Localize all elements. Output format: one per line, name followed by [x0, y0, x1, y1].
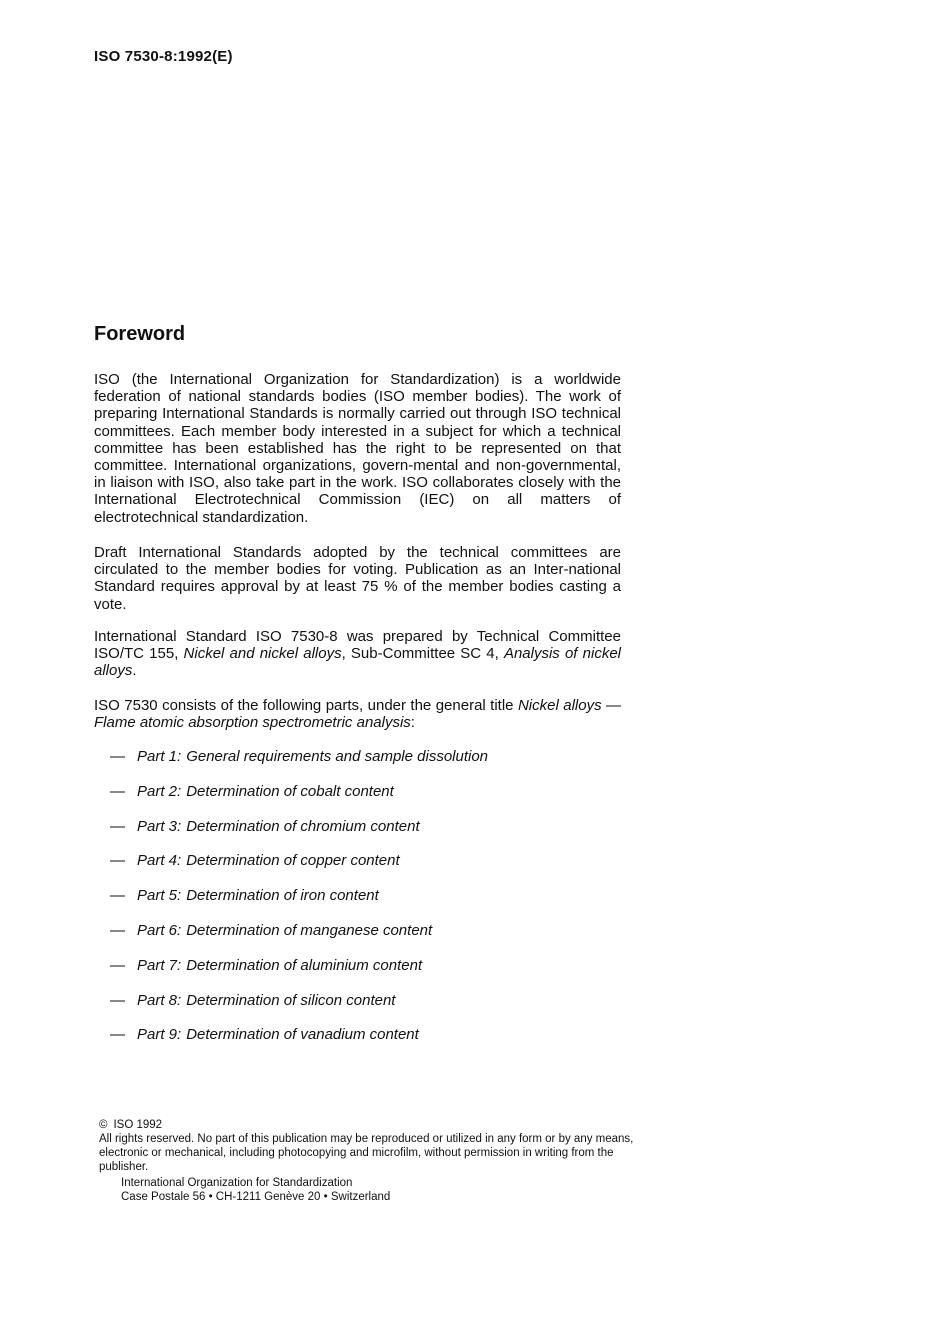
- part-number: Part 6:: [137, 921, 182, 939]
- foreword-heading: Foreword: [94, 323, 186, 345]
- copyright-notice: All rights reserved. No part of this publication may be reproduced or utilized in any form or by any means, electronic or mechanical, including photocopying and microfilm, without permission in writing from the publisher.: [99, 1133, 634, 1173]
- part-list-item: [110, 748, 488, 783]
- document-id: ISO 7530-8:1992(E): [94, 48, 233, 65]
- part-list-item: [110, 852, 488, 887]
- dash-bullet: —: [110, 817, 125, 835]
- part-title: General requirements and sample dissolution: [186, 748, 489, 765]
- publisher-address: [121, 1176, 390, 1204]
- copyright-year: ISO 1992: [113, 1119, 163, 1131]
- text-segment: International Standard ISO 7530-8 was prepared by Technical Committee ISO/TC 155,: [94, 628, 621, 663]
- paragraph-text: Draft International Standards adopted by the technical committees are circulated to the member bodies for voting. Publication as an Inter-national Standard requires approval by at least 75 % of the member bodies casting a vote.: [94, 544, 621, 613]
- dash-bullet: —: [110, 782, 125, 800]
- part-number: Part 1:: [137, 748, 182, 765]
- part-title: Determination of chromium content: [186, 817, 420, 835]
- part-title: Determination of aluminium content: [186, 956, 423, 974]
- publisher-postal: Case Postale 56 • CH-1211 Genève 20 • Switzerland: [121, 1191, 391, 1203]
- text-segment: :: [410, 714, 415, 732]
- part-number: Part 3:: [137, 817, 182, 835]
- part-number: Part 9:: [137, 1026, 182, 1044]
- publisher-org: International Organization for Standardization: [121, 1177, 353, 1189]
- general-title: Nickel alloys — Flame atomic absorption spectrometric analysis: [94, 697, 621, 732]
- committee-title: Nickel and nickel alloys: [183, 645, 342, 663]
- part-list-item: [110, 818, 488, 853]
- dash-bullet: —: [110, 991, 125, 1009]
- foreword-paragraph-2: [94, 544, 621, 613]
- dash-bullet: —: [110, 748, 125, 765]
- part-list-item: [110, 887, 488, 922]
- part-list-item: [110, 783, 488, 818]
- copyright-line: [99, 1118, 634, 1132]
- part-number: Part 5:: [137, 887, 182, 905]
- part-title: Determination of silicon content: [186, 991, 396, 1009]
- dash-bullet: —: [110, 1026, 125, 1044]
- part-number: Part 8:: [137, 991, 182, 1009]
- dash-bullet: —: [110, 921, 125, 939]
- paragraph-text: ISO (the International Organization for Standardization) is a worldwide federation of national standards bodies (ISO member bodies). The work of preparing International Standards is normally carried out through ISO technical committees. Each member body interested in a subject for which a technical committee has been established has the right to be represented on that committee. International organizations, govern-mental and non-governmental, in liaison with ISO, also take part in the work. ISO collaborates closely with the International Electrotechnical Commission (IEC) on all matters of electrotechnical standardization.: [94, 371, 621, 526]
- part-title: Determination of cobalt content: [186, 782, 394, 800]
- part-list-item: [110, 957, 488, 992]
- part-title: Determination of vanadium content: [186, 1026, 419, 1044]
- parts-list: [110, 748, 488, 1061]
- text-segment: , Sub-Committee SC 4,: [341, 645, 504, 663]
- dash-bullet: —: [110, 887, 125, 905]
- copyright-block: [99, 1118, 634, 1174]
- dash-bullet: —: [110, 956, 125, 974]
- foreword-paragraph-3: [94, 628, 621, 680]
- part-title: Determination of copper content: [186, 852, 400, 870]
- dash-bullet: —: [110, 852, 125, 870]
- foreword-paragraph-1: [94, 371, 621, 526]
- part-title: Determination of iron content: [186, 887, 379, 905]
- copyright-symbol: ©: [99, 1119, 108, 1131]
- paragraph-text: [94, 628, 621, 680]
- paragraph-text: [94, 697, 621, 731]
- part-list-item: [110, 992, 488, 1027]
- text-segment: .: [132, 662, 137, 680]
- foreword-paragraph-4: [94, 697, 621, 731]
- text-segment: ISO 7530 consists of the following parts, under the general title: [94, 697, 518, 714]
- part-list-item: [110, 922, 488, 957]
- part-number: Part 4:: [137, 852, 182, 870]
- part-number: Part 2:: [137, 782, 182, 800]
- subcommittee-title: Analysis of nickel alloys: [94, 645, 621, 680]
- part-title: Determination of manganese content: [186, 921, 433, 939]
- part-number: Part 7:: [137, 956, 182, 974]
- part-list-item: [110, 1026, 488, 1061]
